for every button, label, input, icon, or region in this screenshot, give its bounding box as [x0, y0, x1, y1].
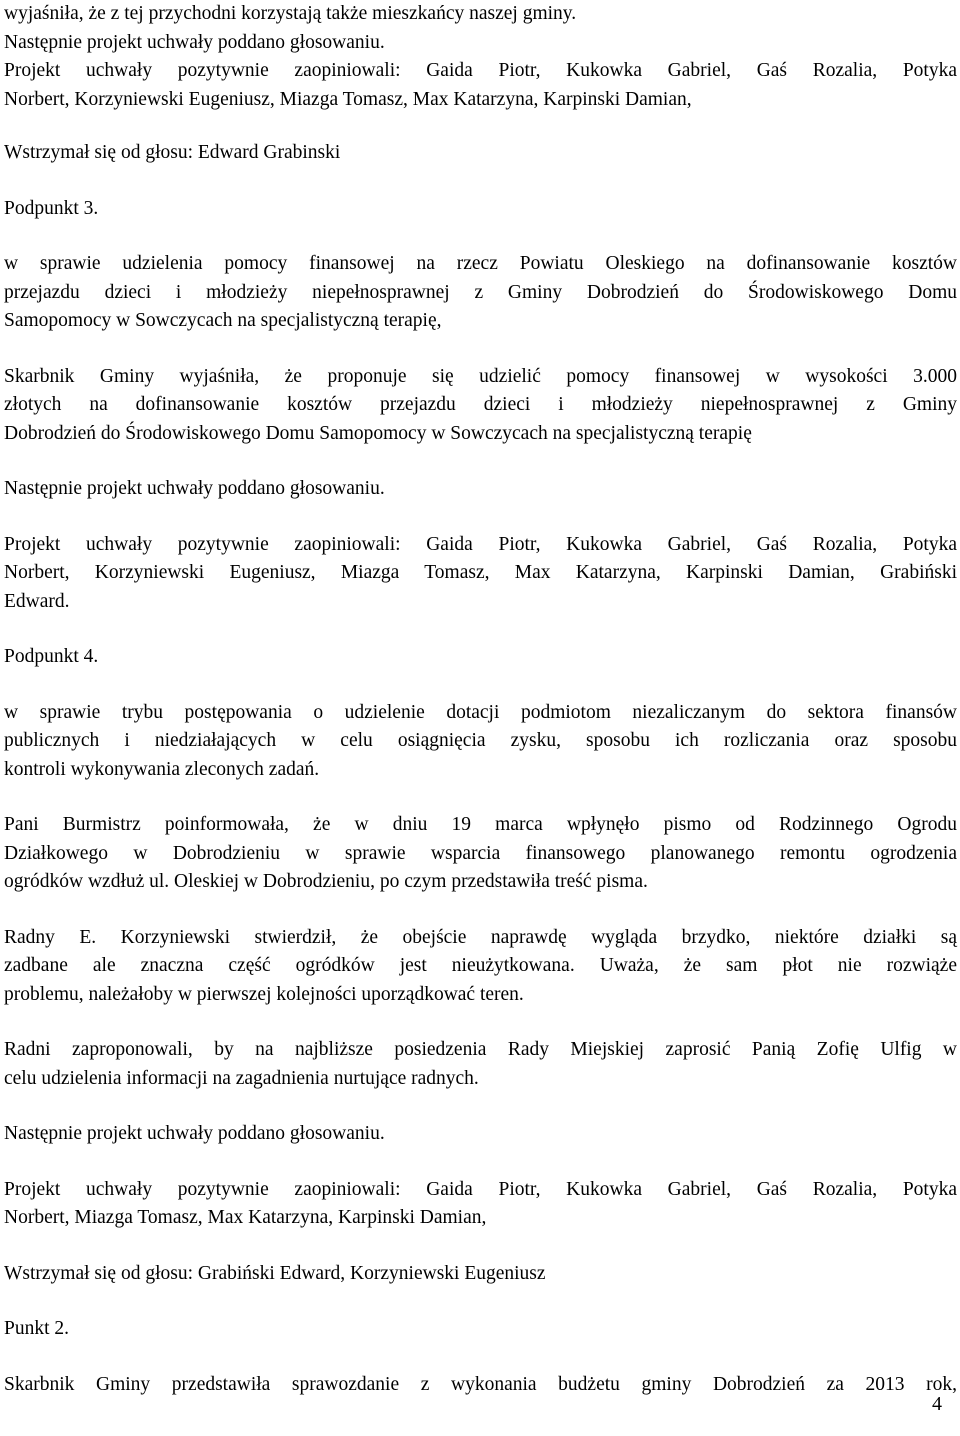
paragraph-councillors-proposal [4, 1036, 957, 1093]
text-line: Radny E. Korzyniewski stwierdził, że obejście naprawdę wygląda brzydko, niektóre działki są [4, 926, 957, 948]
text-line: Edward. [4, 590, 70, 612]
text-line: Projekt uchwały pozytywnie zaopiniowali: Gaida Piotr, Kukowka Gabriel, Gaś Rozalia, Potyka [4, 1178, 957, 1200]
document-page [4, 0, 957, 1399]
paragraph-treasurer-explanation [4, 363, 957, 449]
text-line: Norbert, Korzyniewski Eugeniusz, Miazga Tomasz, Max Katarzyna, Karpinski Damian, [4, 88, 692, 110]
subpoint-heading [4, 195, 957, 224]
page-number: 4 [932, 1393, 942, 1415]
text-line: ogródków wzdłuż ul. Oleskiej w Dobrodzieniu, po czym przedstawiła treść pisma. [4, 871, 648, 892]
text-line: w sprawie udzielenia pomocy finansowej na rzecz Powiatu Oleskiego na dofinansowanie kosztów [4, 253, 957, 274]
text-line: Dobrodzień do Środowiskowego Domu Samopomocy w Sowczycach na specjalistyczną terapię [4, 422, 752, 444]
paragraph-vote-announcement [4, 475, 957, 504]
text-line: Skarbnik Gminy wyjaśniła, że proponuje się udzielić pomocy finansowej w wysokości 3.000 [4, 365, 957, 387]
text-line: Podpunkt 3. [4, 197, 99, 219]
text-line: publicznych i niedziałających w celu osiągnięcia zysku, sposobu ich rozliczania oraz sposobu [4, 730, 957, 751]
text-line: w sprawie trybu postępowania o udzielenie dotacji podmiotom niezaliczanym do sektora finansów [4, 701, 957, 723]
text-line: problemu, należałoby w pierwszej kolejności uporządkować teren. [4, 983, 524, 1005]
text-line: przejazdu dzieci i młodzieży niepełnosprawnej z Gminy Dobrodzień do Środowiskowego Domu [4, 281, 957, 303]
text-line: Skarbnik Gminy przedstawiła sprawozdanie z wykonania budżetu gminy Dobrodzień za 2013 rok, [4, 1373, 957, 1395]
text-line: Samopomocy w Sowczycach na specjalistyczną terapię, [4, 310, 442, 331]
subpoint-heading [4, 643, 957, 672]
text-line: Działkowego w Dobrodzieniu w sprawie wsparcia finansowego planowanego remontu ogrodzenia [4, 842, 957, 864]
text-line: zadbane ale znaczna część ogródków jest nieużytkowana. Uważa, że sam płot nie rozwiąże [4, 955, 957, 976]
paragraph-vote-in-favour [4, 57, 957, 114]
paragraph-abstained [4, 139, 957, 168]
text-line: Projekt uchwały pozytywnie zaopiniowali: Gaida Piotr, Kukowka Gabriel, Gaś Rozalia, Potyka [4, 60, 957, 81]
text-line: wyjaśniła, że z tej przychodni korzystają także mieszkańcy naszej gminy. [4, 3, 577, 24]
text-line: kontroli wykonywania zleconych zadań. [4, 758, 320, 780]
text-line: Wstrzymał się od głosu: Edward Grabinski [4, 142, 341, 163]
paragraph-intro-explanation [4, 0, 957, 57]
text-line: Pani Burmistrz poinformowała, że w dniu 19 marca wpłynęło pismo od Rodzinnego Ogrodu [4, 814, 957, 835]
text-line: Projekt uchwały pozytywnie zaopiniowali: Gaida Piotr, Kukowka Gabriel, Gaś Rozalia, Potyka [4, 533, 957, 555]
paragraph-budget-report [4, 1371, 957, 1400]
paragraph-vote-in-favour [4, 1176, 957, 1233]
text-line: Następnie projekt uchwały poddano głosowaniu. [4, 478, 385, 499]
point-heading [4, 1315, 957, 1344]
paragraph-vote-in-favour [4, 531, 957, 617]
paragraph-subject [4, 250, 957, 336]
text-line: Radni zaproponowali, by na najbliższe posiedzenia Rady Miejskiej zaprosić Panią Zofię Ulfig w [4, 1039, 957, 1060]
text-line: Wstrzymał się od głosu: Grabiński Edward, Korzyniewski Eugeniusz [4, 1262, 546, 1284]
text-line: Podpunkt 4. [4, 646, 99, 667]
paragraph-abstained [4, 1260, 957, 1289]
text-line: Następnie projekt uchwały poddano głosowaniu. [4, 31, 385, 53]
text-line: Następnie projekt uchwały poddano głosowaniu. [4, 1123, 385, 1144]
paragraph-vote-announcement [4, 1120, 957, 1149]
paragraph-councillor-statement [4, 924, 957, 1010]
text-line: Norbert, Korzyniewski Eugeniusz, Miazga Tomasz, Max Katarzyna, Karpinski Damian, Grabiński [4, 562, 957, 583]
text-line: złotych na dofinansowanie kosztów przejazdu dzieci i młodzieży niepełnosprawnej z Gminy [4, 394, 957, 415]
text-line: Punkt 2. [4, 1318, 70, 1339]
text-line: celu udzielenia informacji na zagadnienia nurtujące radnych. [4, 1067, 479, 1089]
paragraph-subject [4, 699, 957, 785]
text-line: Norbert, Miazga Tomasz, Max Katarzyna, Karpinski Damian, [4, 1207, 487, 1228]
paragraph-mayor-information [4, 811, 957, 897]
